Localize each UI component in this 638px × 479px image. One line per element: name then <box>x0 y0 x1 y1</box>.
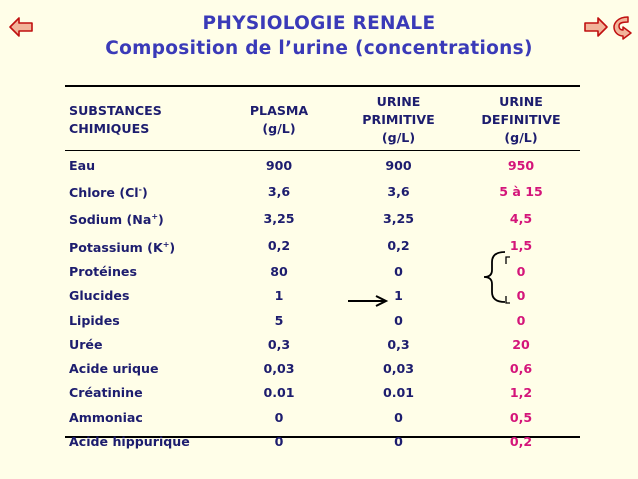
primitive-urine-cell: 1 <box>394 288 403 304</box>
definitive-urine-cell: 0 <box>516 264 526 279</box>
primitive-urine-cell: 3,6 <box>387 183 410 199</box>
primitive-urine-cell: 0.01 <box>382 385 415 401</box>
plasma-cell: 0 <box>274 434 284 450</box>
substance-cell: Acide urique <box>69 361 159 377</box>
substance-cell: Sodium (Na+) <box>69 212 164 228</box>
definitive-urine-cell: 950 <box>507 158 535 174</box>
definitive-urine-cell: 0 <box>516 312 526 328</box>
substance-cell: Protéines <box>69 264 137 279</box>
substance-cell: Créatinine <box>69 385 143 401</box>
definitive-urine-cell: 1,5 <box>509 238 533 254</box>
substance-cell: Eau <box>69 158 96 174</box>
primitive-urine-cell: 0 <box>394 264 403 279</box>
primitive-urine-cell: 0 <box>394 409 403 425</box>
column-header-definitive-urine: URINE DEFINITIVE (g/L) <box>481 94 561 145</box>
page-title: PHYSIOLOGIE RENALE <box>202 13 436 34</box>
substance-cell: Urée <box>69 336 103 352</box>
plasma-cell: 0,03 <box>263 361 295 377</box>
definitive-urine-cell: 0,6 <box>509 361 533 377</box>
plasma-cell: 0,3 <box>267 336 291 352</box>
substance-cell: Ammoniac <box>69 409 143 425</box>
bracket-proteines-icon <box>506 257 510 264</box>
definitive-urine-cell: 4,5 <box>509 211 533 227</box>
primitive-urine-cell: 0,2 <box>387 238 410 254</box>
plasma-cell: 1 <box>274 288 284 304</box>
substance-cell: Potassium (K+) <box>69 239 176 255</box>
plasma-cell: 5 <box>274 312 284 328</box>
definitive-urine-cell: 0 <box>516 288 526 304</box>
definitive-urine-cell: 20 <box>512 336 530 352</box>
primitive-urine-cell: 0,3 <box>387 336 410 352</box>
column-header-plasma: PLASMA (g/L) <box>249 103 309 136</box>
column-header-primitive-urine: URINE PRIMITIVE (g/L) <box>362 94 435 145</box>
primitive-urine-cell: 0,03 <box>382 361 415 377</box>
substance-cell: Lipides <box>69 312 120 328</box>
column-header-substances: SUBSTANCES CHIMIQUES <box>69 103 162 136</box>
substance-cell: Chlore (Cl-) <box>69 185 148 201</box>
arrow-right-icon <box>348 296 386 306</box>
definitive-urine-cell: 0,5 <box>509 409 533 425</box>
plasma-cell: 0.01 <box>263 385 295 401</box>
plasma-cell: 80 <box>270 264 288 279</box>
plasma-cell: 0 <box>274 409 284 425</box>
substance-cell: Acide hippurique <box>69 434 190 450</box>
bracket-lipides-icon <box>506 296 510 303</box>
definitive-urine-cell: 0,2 <box>509 434 533 450</box>
plasma-cell: 3,6 <box>267 183 291 199</box>
definitive-urine-cell: 1,2 <box>509 385 533 401</box>
page-subtitle: Composition de l’urine (concentrations) <box>105 38 533 59</box>
curly-brace-icon <box>484 252 505 302</box>
plasma-cell: 0,2 <box>267 238 291 254</box>
primitive-urine-cell: 0 <box>394 312 403 328</box>
primitive-urine-cell: 900 <box>385 158 412 174</box>
definitive-urine-cell: 5 à 15 <box>499 183 543 199</box>
substance-cell: Glucides <box>69 288 130 304</box>
primitive-urine-cell: 3,25 <box>382 211 415 227</box>
plasma-cell: 3,25 <box>263 211 295 227</box>
plasma-cell: 900 <box>265 158 293 174</box>
primitive-urine-cell: 0 <box>394 434 403 450</box>
